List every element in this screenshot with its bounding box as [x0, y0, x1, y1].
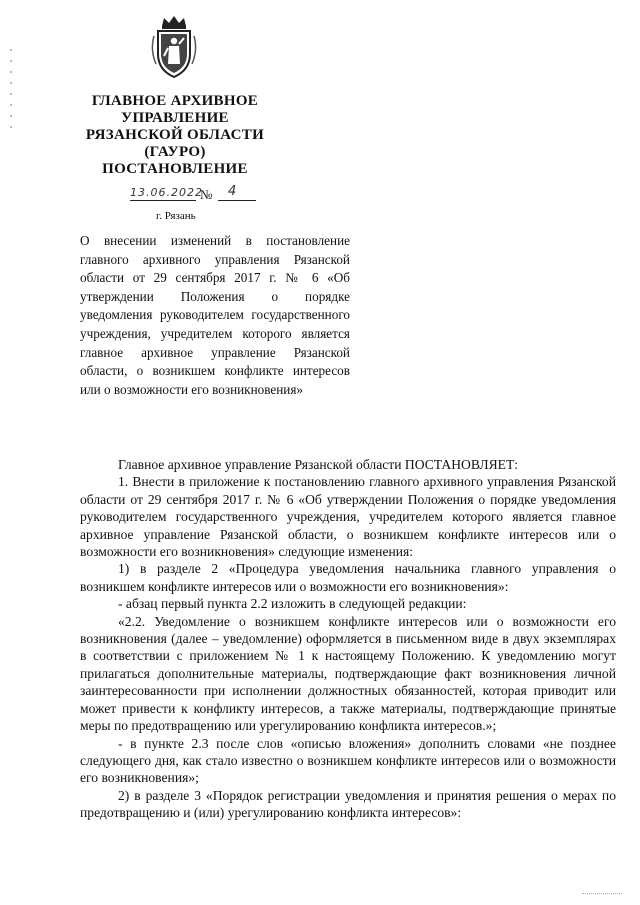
- header-line: ГЛАВНОЕ АРХИВНОЕ: [91, 93, 259, 109]
- date-number-line: [130, 186, 260, 204]
- body-paragraph: 2) в разделе 3 «Порядок регистрации уведомления и принятия решения о мерах по предотвращению и (или) урегулированию конфликта интересов»:: [80, 787, 616, 821]
- city-label: г. Рязань: [156, 210, 196, 222]
- header-line: УПРАВЛЕНИЕ: [121, 110, 229, 126]
- handwritten-number: 4: [228, 184, 238, 199]
- number-label: №: [200, 187, 213, 202]
- body-paragraph: Главное архивное управление Рязанской области ПОСТАНОВЛЯЕТ:: [118, 457, 519, 472]
- header-line: (ГАУРО): [144, 144, 206, 160]
- body-paragraph: - в пункте 2.3 после слов «описью вложения» дополнить словами «не позднее следующего дня, как стало известно о возникшем конфликте интересов или о возможности его возникновения»;: [80, 735, 616, 786]
- body-paragraph: - абзац первый пункта 2.2 изложить в следующей редакции:: [118, 596, 467, 612]
- coat-of-arms-icon: [146, 14, 202, 80]
- body-paragraph: 1) в разделе 2 «Процедура уведомления начальника главного управления о возникшем конфликте интересов или о возможности его возникновения»:: [80, 561, 616, 594]
- page-title: ПОСТАНОВЛЕНИЕ: [102, 161, 248, 177]
- header-line: РЯЗАНСКОЙ ОБЛАСТИ: [85, 127, 265, 143]
- handwritten-date: 13.06.2022: [130, 186, 203, 199]
- scan-corner-mark: [582, 893, 622, 897]
- subject-block: [80, 232, 350, 399]
- number-underline: [218, 200, 256, 201]
- date-underline: [130, 200, 196, 201]
- subject-text: О внесении изменений в постановление главного архивного управления Рязанской области от 29 сентября 2017 г. № 6 «Об утверждении Положения о порядке уведомления руководителем государственного учреждения, учредителем которого является главное архивное управление Рязанской области, о возникшем конфликте интересов или о возможности его возникновения»: [80, 233, 350, 397]
- scan-margin-marks: [6, 40, 20, 160]
- document-body: [80, 456, 616, 822]
- body-paragraph: 1. Внести в приложение к постановлению главного архивного управления Рязанской области от 29 сентября 2017 г. № 6 «Об утверждении Положения о порядке уведомления руководителем государственного учреждения, учредителем которого является главное архивное управление Рязанской области, о возникшем конфликте интересов или о возможности его возникновения» следующие изменения:: [80, 474, 616, 560]
- body-paragraph: «2.2. Уведомление о возникшем конфликте интересов или о возможности его возникновения (далее – уведомление) оформляется в письменном виде в двух экземплярах в соответствии с приложением № 1 к настоящему Положению. К уведомлению могут прилагаться дополнительные материалы, подтверждающие факт возникновения личной заинтересованности при исполнении должностных обязанностей, которая приводит или может привести к конфликту интересов, а также материалы, подтверждающие принятые меры по предотвращению или урегулированию конфликта интересов.»;: [80, 613, 616, 734]
